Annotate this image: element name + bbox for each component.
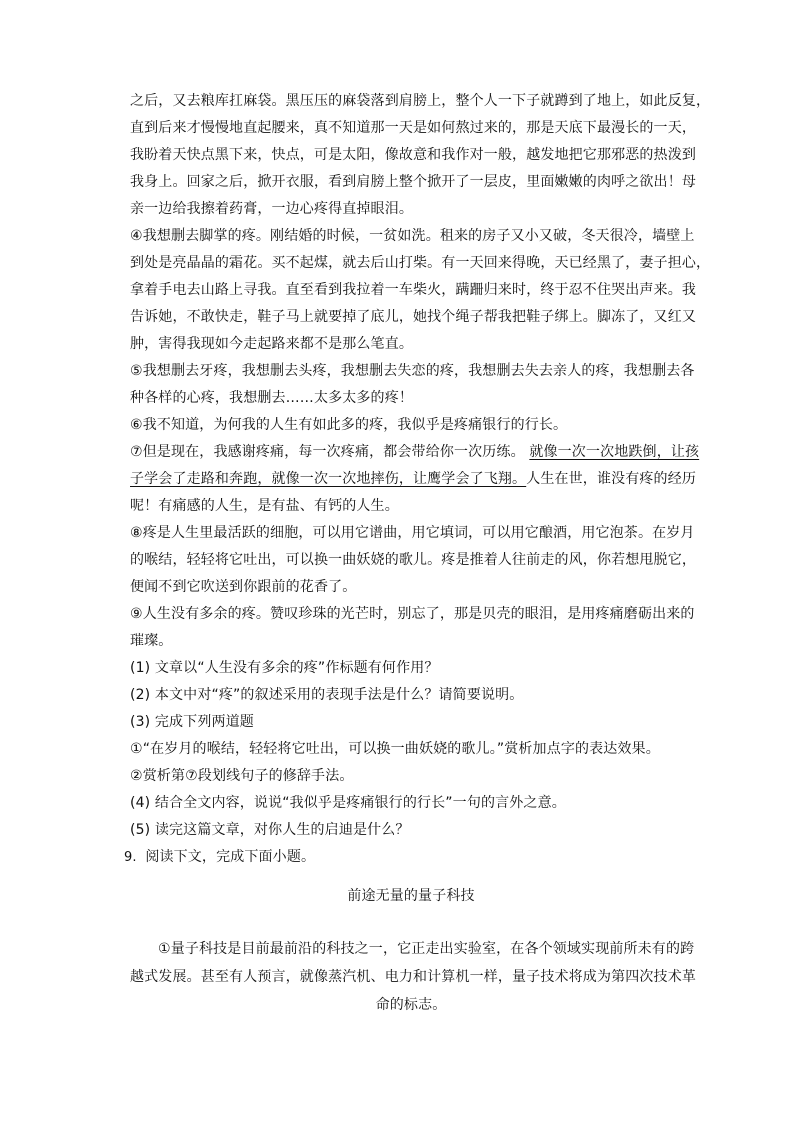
- paragraph-line: 种各样的心疼，我想删去……太多太多的疼！: [130, 390, 413, 406]
- question-instruction: 阅读下文，完成下面小题。: [145, 849, 316, 865]
- paragraph-line: ⑥我不知道，为何我的人生有如此多的疼，我似乎是疼痛银行的行长。: [130, 417, 568, 433]
- underlined-sentence: 就像一次一次地跌倒，让孩: [529, 444, 700, 460]
- paragraph-line: 的喉结，轻轻将它吐出，可以换一曲妖娆的歌儿。疼是推着人往前走的风，你若想甩脱它，: [130, 552, 696, 568]
- question-item: (5) 读完这篇文章，对你人生的启迪是什么？: [130, 822, 410, 838]
- paragraph-line: 越式发展。甚至有人预言，就像蒸汽机、电力和计算机一样，量子技术将成为第四次技术革: [130, 969, 696, 985]
- paragraph-text: ⑦但是现在，我感谢疼痛，每一次疼痛，都会带给你一次历练。: [130, 444, 525, 460]
- paragraph-line: 直到后来才慢慢地直起腰来，真不知道那一天是如何熬过来的，那是天底下最漫长的一天，: [130, 120, 696, 136]
- paragraph-line: 呢！有痛感的人生，是有盐、有钙的人生。: [130, 498, 399, 514]
- paragraph-line: 告诉她，不敢快走，鞋子马上就要掉了底儿，她找个绳子帮我把鞋子绑上。脚冻了，又红又: [130, 309, 696, 325]
- paragraph-line: ⑧疼是人生里最活跃的细胞，可以用它谱曲，用它填词，可以用它酿酒，用它泡茶。在岁月: [130, 525, 695, 541]
- question-item: (4) 结合全文内容，说说“我似乎是疼痛银行的行长”一句的言外之意。: [130, 795, 566, 811]
- paragraph-7-line-1: [130, 443, 700, 461]
- question-number: 9.: [124, 850, 137, 865]
- paragraph-line: 亲一边给我擦着药膏，一边心疼得直掉眼泪。: [130, 201, 413, 217]
- paragraph-line: ①量子科技是目前最前沿的科技之一，它正走出实验室，在各个领域实现前所未有的跨: [158, 941, 695, 957]
- paragraph-line: 肿，害得我现如今走起路来都不是那么笔直。: [130, 336, 413, 352]
- paragraph-line: ④我想删去脚掌的疼。刚结婚的时候，一贫如洗。租来的房子又小又破，冬天很冷，墙壁上: [130, 228, 695, 244]
- question-item: (3) 完成下列两道题: [130, 714, 254, 730]
- question-item: (1) 文章以“人生没有多余的疼”作标题有何作用？: [130, 660, 439, 676]
- paragraph-line: 我身上。回家之后，掀开衣服，看到肩膀上整个掀开了一层皮，里面嫩嫩的肉呼之欲出！母: [130, 174, 696, 190]
- paragraph-text: 人生在世，谁没有疼的经历: [526, 471, 697, 487]
- question-item: (2) 本文中对“疼”的叙述采用的表现手法是什么？请简要说明。: [130, 687, 524, 703]
- paragraph-line: 便闻不到它吹送到你跟前的花香了。: [130, 579, 357, 595]
- paragraph-line: 命的标志。: [375, 997, 447, 1013]
- paragraph-line: 璀璨。: [130, 633, 173, 649]
- question-item: ②赏析第⑦段划线句子的修辞手法。: [130, 768, 354, 784]
- paragraph-7-line-2: [130, 470, 697, 488]
- paragraph-line: 我盼着天快点黑下来，快点，可是太阳，像故意和我作对一般，越发地把它那邪恶的热泼到: [130, 147, 696, 163]
- question-9-heading: [124, 848, 686, 867]
- paragraph-line: 拿着手电去山路上寻我。直至看到我拉着一车柴火，蹒跚归来时，终于忍不住哭出声来。我: [130, 282, 696, 298]
- question-item: ①“在岁月的喉结，轻轻将它吐出，可以换一曲妖娆的歌儿。”赏析加点字的表达效果。: [130, 741, 660, 757]
- article-title: 前途无量的量子科技: [347, 888, 475, 904]
- paragraph-line: 到处是亮晶晶的霜花。买不起煤，就去后山打柴。有一天回来得晚，天已经黑了，妻子担心，: [130, 255, 711, 271]
- paragraph-line: ⑨人生没有多余的疼。赞叹珍珠的光芒时，别忘了，那是贝壳的眼泪，是用疼痛磨砺出来的: [130, 606, 695, 622]
- paragraph-line: ⑤我想删去牙疼，我想删去头疼，我想删去失恋的疼，我想删去失去亲人的疼，我想删去各: [130, 363, 695, 379]
- paragraph-line: 之后，又去粮库扛麻袋。黑压压的麻袋落到肩膀上，整个人一下子就蹲到了地上，如此反复，: [130, 93, 711, 109]
- underlined-sentence: 子学会了走路和奔跑，就像一次一次地摔伤，让鹰学会了飞翔。: [130, 471, 527, 487]
